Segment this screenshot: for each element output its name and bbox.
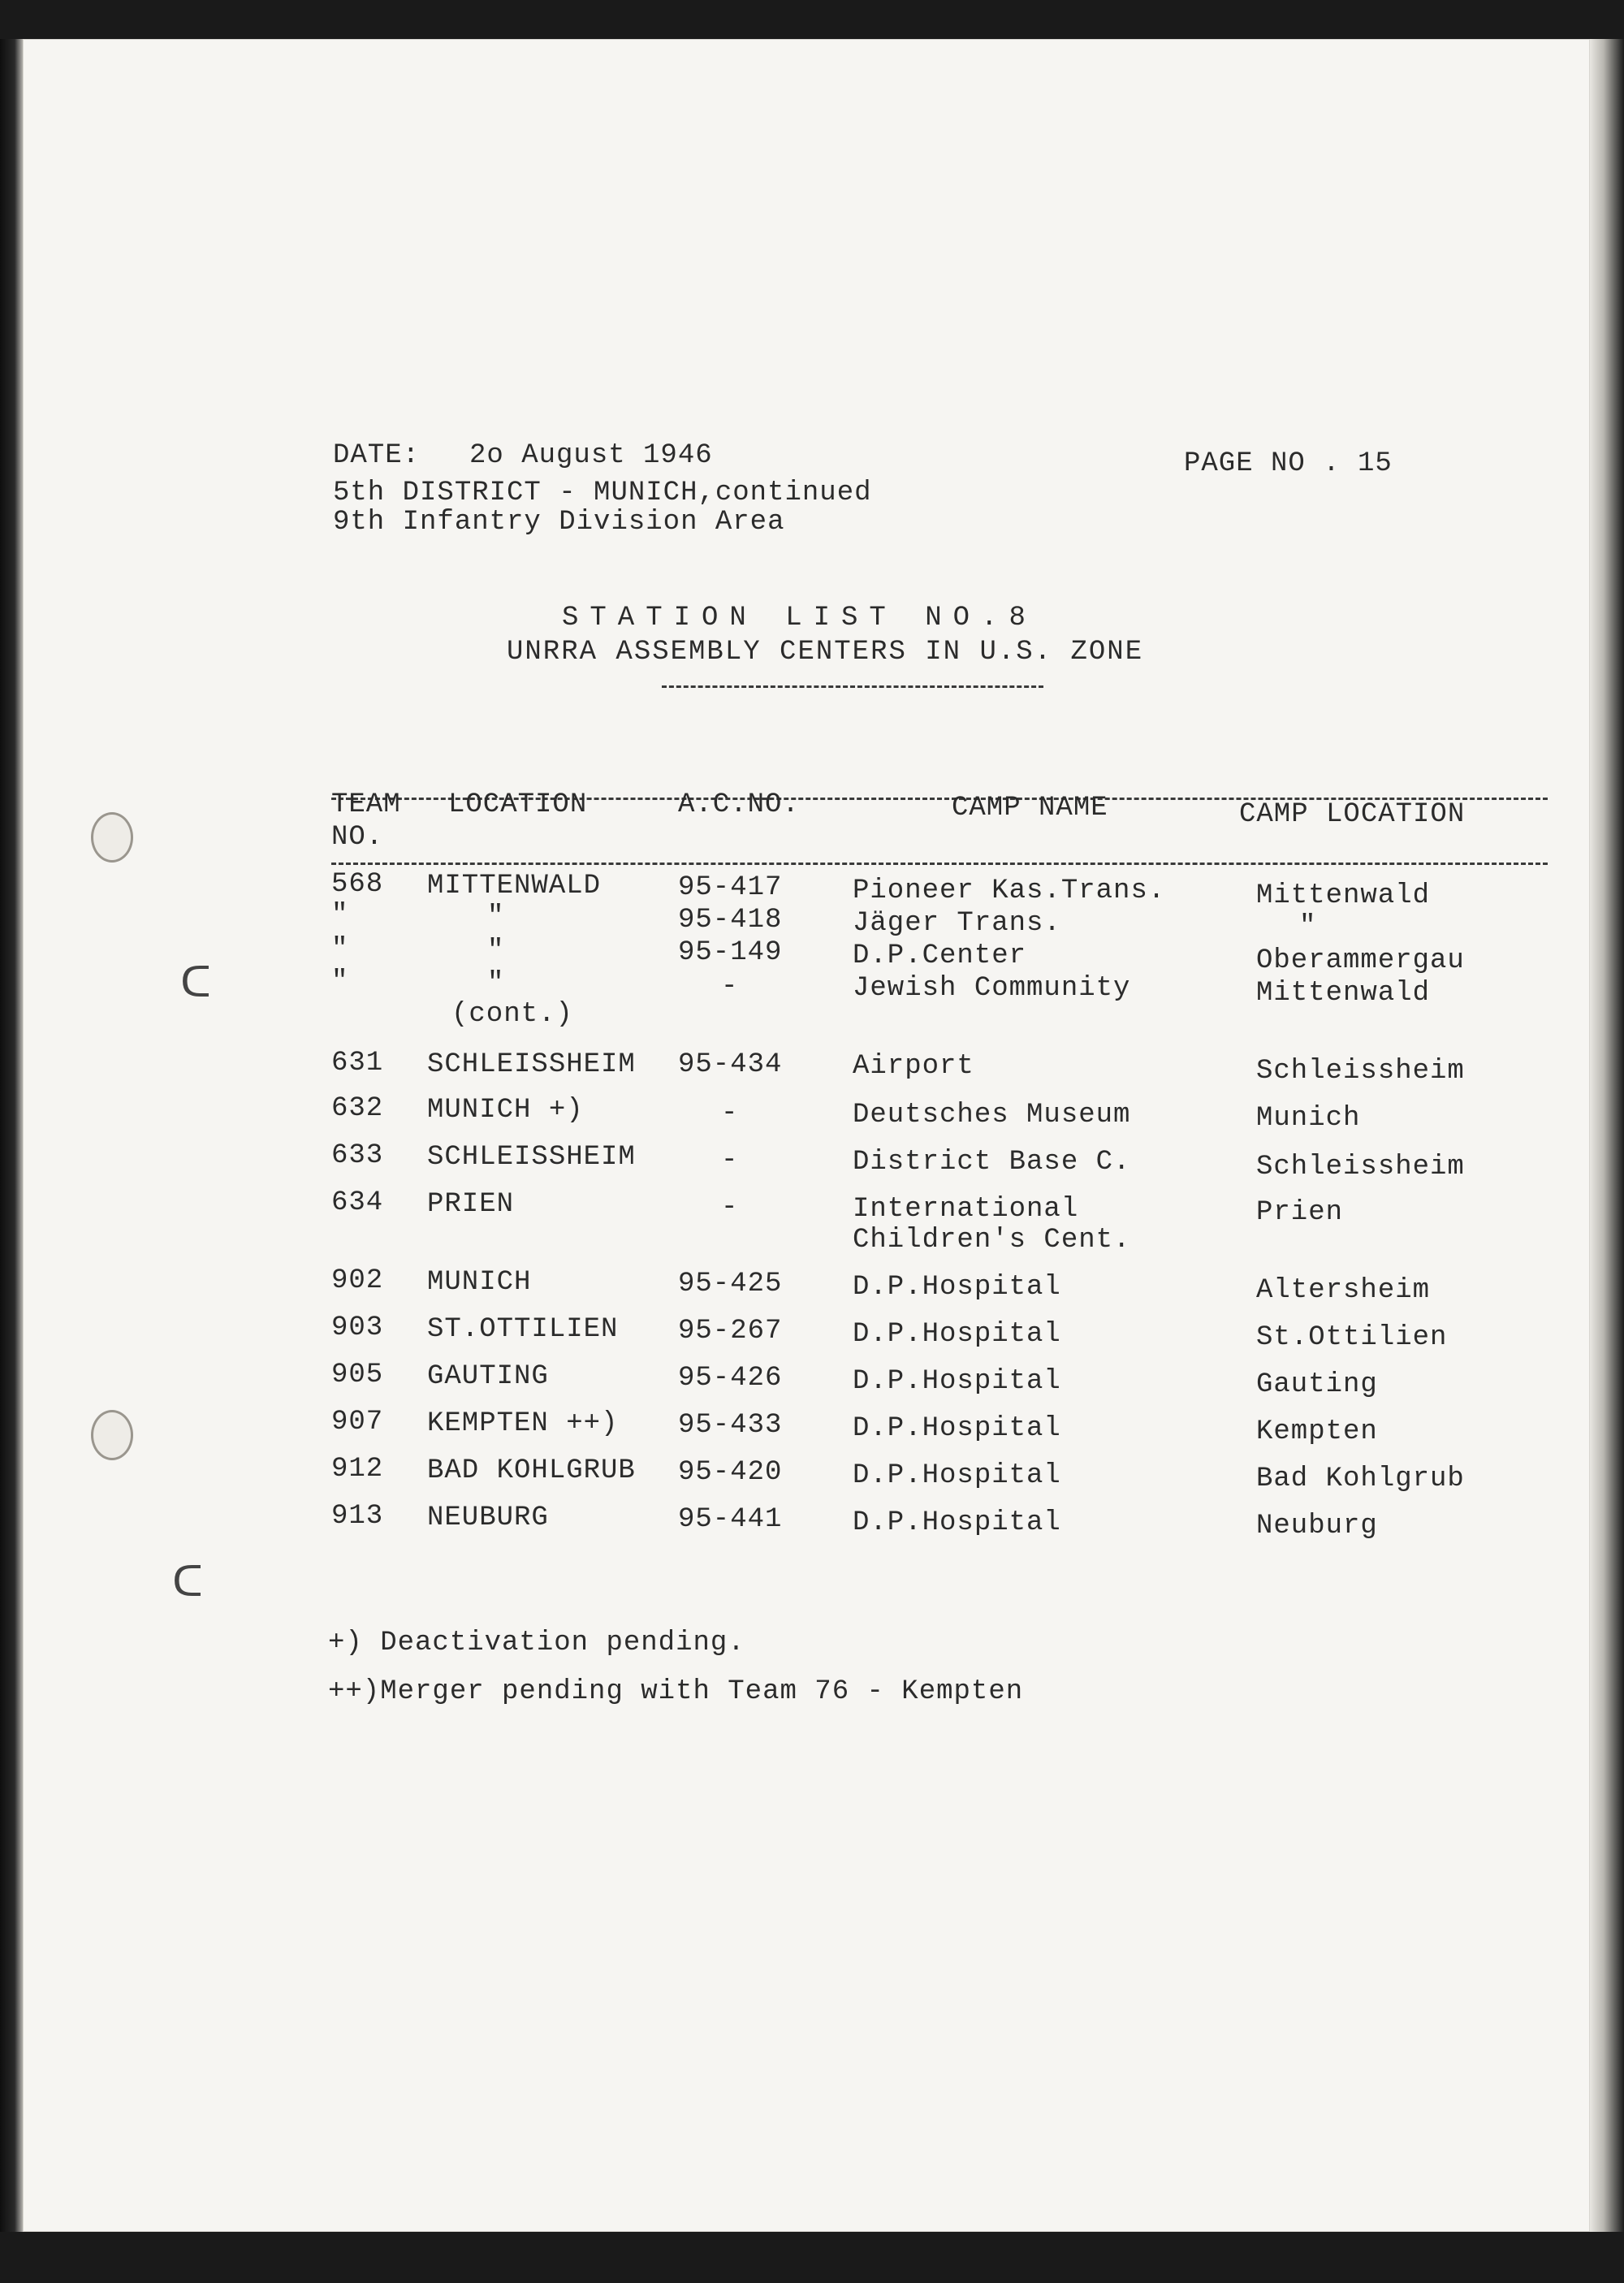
camp-location: Altersheim — [1256, 1275, 1431, 1306]
camp-name: D.P.Hospital — [853, 1507, 1061, 1538]
ac-no: - — [721, 1192, 739, 1223]
ac-no: 95-420 — [678, 1457, 783, 1488]
camp-name: Jäger Trans. — [853, 908, 1061, 939]
team-no: 912 — [331, 1454, 384, 1485]
team-no: " — [331, 966, 349, 997]
title-underline — [662, 685, 1043, 688]
camp-location: Kempten — [1256, 1416, 1378, 1447]
margin-mark: ᑕ — [172, 1558, 203, 1606]
location: (cont.) — [451, 999, 573, 1030]
team-no: 905 — [331, 1360, 384, 1390]
team-no: 633 — [331, 1140, 384, 1171]
col-header-ac-no: A.C.NO. — [678, 789, 800, 820]
footnote-merger: ++)Merger pending with Team 76 - Kempten — [328, 1676, 1024, 1707]
camp-name: D.P.Hospital — [853, 1366, 1061, 1397]
camp-name: D.P.Hospital — [853, 1460, 1061, 1491]
ac-no: 95-441 — [678, 1504, 783, 1535]
ac-no: 95-149 — [678, 937, 783, 968]
location: GAUTING — [427, 1361, 549, 1392]
ac-no: 95-267 — [678, 1316, 783, 1347]
binding-edge — [0, 39, 24, 2232]
camp-location: Munich — [1256, 1103, 1361, 1134]
document-page — [23, 39, 1590, 2232]
team-no: 631 — [331, 1048, 384, 1079]
location: NEUBURG — [427, 1503, 549, 1533]
location: SCHLEISSHEIM — [427, 1049, 636, 1080]
location: ST.OTTILIEN — [427, 1314, 619, 1345]
location: KEMPTEN ++) — [427, 1408, 619, 1439]
date-label: DATE: — [333, 440, 421, 471]
ac-no: 95-417 — [678, 872, 783, 903]
camp-location: Gauting — [1256, 1369, 1378, 1400]
camp-name: Deutsches Museum — [853, 1100, 1131, 1131]
margin-mark: ᑕ — [180, 958, 211, 1007]
page-edge — [1590, 39, 1624, 2232]
location: MUNICH +) — [427, 1095, 584, 1126]
team-no: 913 — [331, 1501, 384, 1532]
camp-name: D.P.Center — [853, 940, 1027, 971]
camp-name: Jewish Community — [853, 973, 1131, 1004]
scan-border — [0, 2234, 1624, 2283]
ac-no: 95-426 — [678, 1363, 783, 1394]
page-number: PAGE NO . 15 — [1184, 448, 1393, 479]
camp-name: Pioneer Kas.Trans. — [853, 876, 1166, 906]
camp-name: Airport — [853, 1051, 974, 1082]
col-header-camp-location: CAMP LOCATION — [1239, 799, 1466, 830]
camp-location: Oberammergau — [1256, 945, 1465, 976]
footnote-deactivation: +) Deactivation pending. — [328, 1628, 745, 1658]
team-no: " — [331, 934, 349, 965]
ac-no: - — [721, 1098, 739, 1129]
ac-no: 95-433 — [678, 1410, 783, 1441]
ac-no: - — [721, 971, 739, 1002]
team-no: 903 — [331, 1312, 384, 1343]
document-subtitle: UNRRA ASSEMBLY CENTERS IN U.S. ZONE — [507, 637, 1144, 668]
location: " — [487, 936, 505, 966]
punch-hole — [91, 1410, 133, 1460]
location: MUNICH — [427, 1267, 532, 1298]
col-header-team: TEAM — [331, 789, 401, 820]
location: SCHLEISSHEIM — [427, 1142, 636, 1173]
team-no: 907 — [331, 1407, 384, 1438]
date-value: 2o August 1946 — [469, 440, 713, 471]
ac-no: - — [721, 1145, 739, 1176]
camp-location: Mittenwald — [1256, 880, 1431, 911]
camp-location: Mittenwald — [1256, 978, 1431, 1009]
col-header-location: LOCATION — [448, 789, 588, 820]
camp-location: St.Ottilien — [1256, 1322, 1448, 1353]
col-header-team-no: NO. — [331, 822, 384, 853]
col-header-camp-name: CAMP NAME — [952, 793, 1108, 824]
ac-no: 95-418 — [678, 905, 783, 936]
camp-name: D.P.Hospital — [853, 1413, 1061, 1444]
location: MITTENWALD — [427, 871, 602, 902]
location: " — [487, 968, 505, 999]
camp-name: International — [853, 1194, 1079, 1225]
camp-location: Schleissheim — [1256, 1056, 1465, 1087]
team-no: " — [331, 900, 349, 931]
team-no: 632 — [331, 1093, 384, 1124]
punch-hole — [91, 812, 133, 863]
camp-location: Bad Kohlgrub — [1256, 1464, 1465, 1494]
team-no: 902 — [331, 1265, 384, 1296]
team-no: 568 — [331, 869, 384, 900]
location: " — [487, 902, 505, 932]
location: BAD KOHLGRUB — [427, 1455, 636, 1486]
camp-location: Neuburg — [1256, 1511, 1378, 1541]
camp-name: D.P.Hospital — [853, 1319, 1061, 1350]
camp-location: " — [1299, 911, 1317, 942]
camp-name: District Base C. — [853, 1147, 1131, 1178]
camp-location: Prien — [1256, 1197, 1344, 1228]
ac-no: 95-425 — [678, 1269, 783, 1299]
location: PRIEN — [427, 1189, 515, 1220]
document-title: STATION LIST NO.8 — [562, 603, 1037, 633]
team-no: 634 — [331, 1187, 384, 1218]
area-line: 9th Infantry Division Area — [333, 507, 785, 538]
table-header-rule — [331, 863, 1548, 865]
camp-name: Children's Cent. — [853, 1225, 1131, 1256]
ac-no: 95-434 — [678, 1049, 783, 1080]
camp-name: D.P.Hospital — [853, 1272, 1061, 1303]
camp-location: Schleissheim — [1256, 1152, 1465, 1183]
district-line: 5th DISTRICT - MUNICH,continued — [333, 478, 872, 508]
